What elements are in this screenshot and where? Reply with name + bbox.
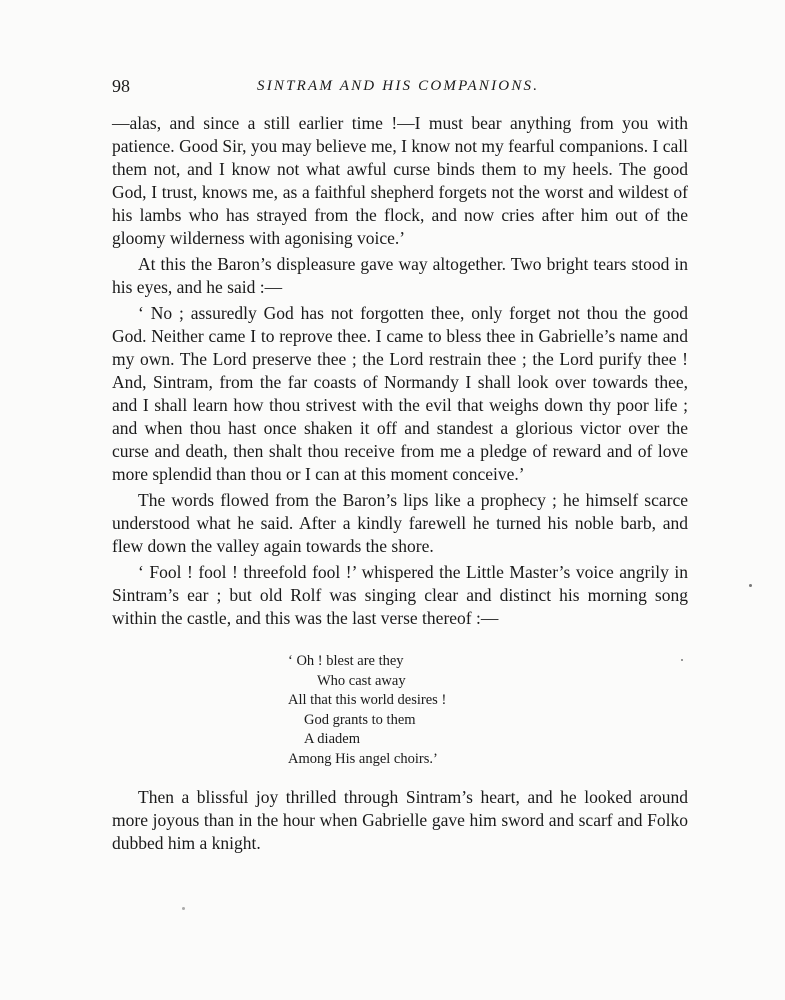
poem-line: ‘ Oh ! blest are they: [288, 653, 404, 669]
poem-line: God grants to them: [304, 711, 416, 728]
page-number: 98: [112, 76, 130, 96]
poem-line: Who cast away: [317, 672, 406, 689]
poem-line: Among His angel choirs.’: [288, 750, 438, 767]
closing-text: [112, 786, 688, 855]
running-title: SINTRAM AND HIS COMPANIONS.: [257, 78, 540, 94]
paragraph: At this the Baron’s displeasure gave way altogether. Two bright tears stood in his eyes, and he said :—: [112, 254, 688, 297]
body-text: [112, 112, 688, 630]
paper-speck: [182, 907, 185, 910]
poem-line: All that this world desires !: [288, 692, 447, 708]
paragraph: ‘ Fool ! fool ! threefold fool !’ whispered the Little Master’s voice angrily in Sintram’s ear ; but old Rolf was singing clear and distinct his morning song within the castle, and this was the last verse thereof :—: [112, 562, 688, 628]
paper-speck: [749, 584, 752, 587]
poem-verse: [288, 652, 548, 769]
paragraph: ‘ No ; assuredly God has not forgotten thee, only forget not thou the good God. Neither came I to reprove thee. I came to bless thee in Gabrielle’s name and my own. The Lord preserve thee ; the Lord restrain thee ; the Lord purify thee ! And, Sintram, from the far coasts of Normandy I shall look over towards thee, and I shall learn how thou strivest with the evil that weighs down thy poor life ; and when thou hast once shaken it off and standest a glorious victor over the curse and death, then shalt thou receive from me a pledge of reward and of love more splendid than thou or I can at this moment conceive.’: [112, 303, 688, 484]
paragraph: Then a blissful joy thrilled through Sintram’s heart, and he looked around more joyous than in the hour when Gabrielle gave him sword and scarf and Folko dubbed him a knight.: [112, 787, 688, 853]
paragraph: —alas, and since a still earlier time !—I must bear anything from you with patience. Good Sir, you may believe me, I know not my fearful companions. I call them not, and I know not what awful curse binds them to my heels. The good God, I trust, knows me, as a faithful shepherd forgets not the worst and wildest of his lambs who has strayed from the flock, and now cries after him out of the gloomy wilderness with agonising voice.’: [112, 113, 688, 248]
paper-speck: [681, 659, 683, 661]
poem-line: A diadem: [304, 731, 360, 747]
page-header: [112, 76, 688, 102]
paragraph: The words flowed from the Baron’s lips like a prophecy ; he himself scarce understood what he said. After a kindly farewell he turned his noble barb, and flew down the valley again towards the shore.: [112, 490, 688, 556]
